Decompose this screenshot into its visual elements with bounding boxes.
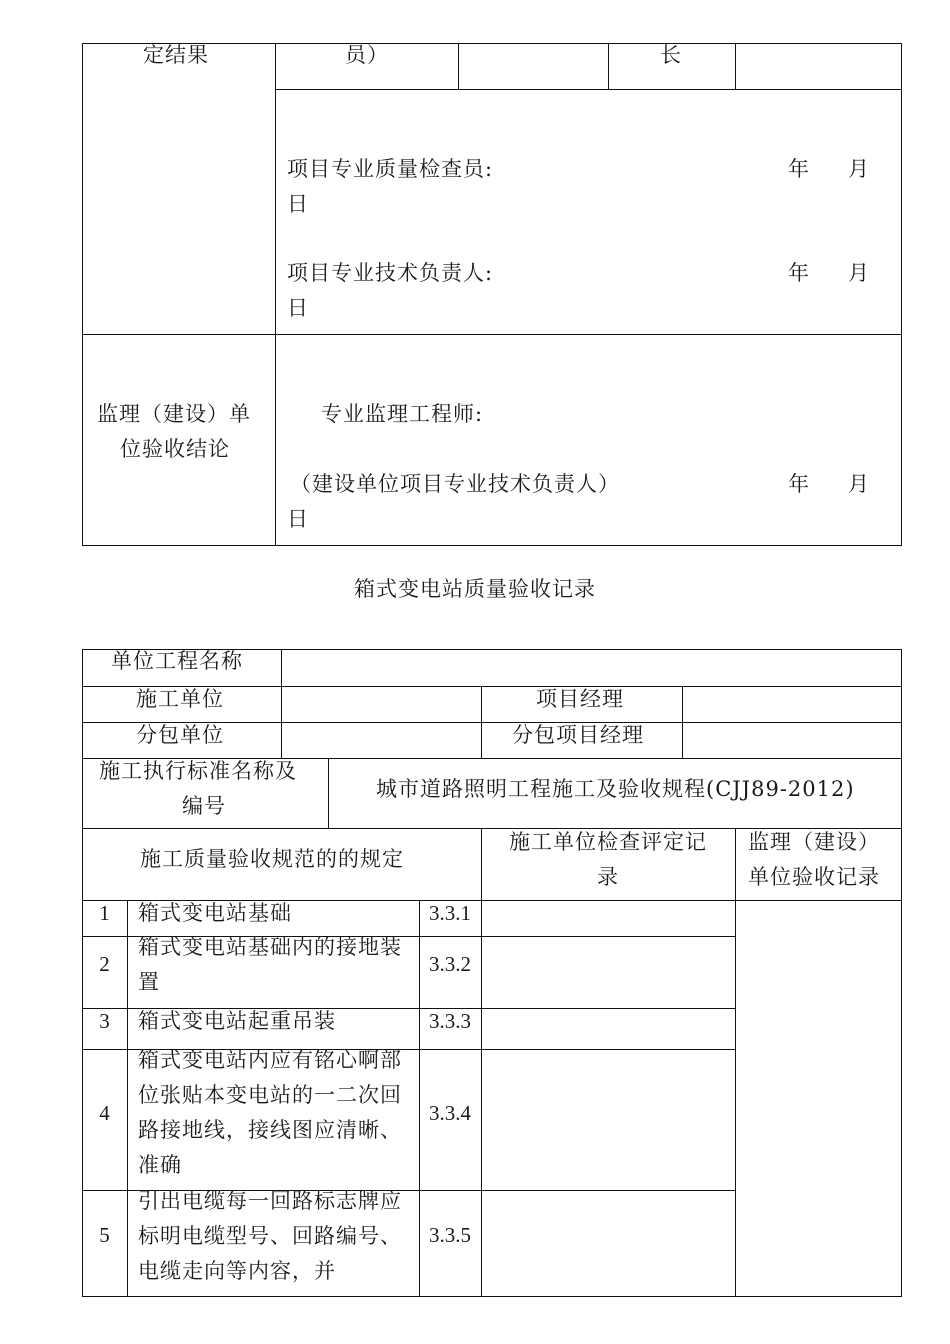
date-year: 年: [788, 261, 810, 285]
label-subcontract-pm: 分包项目经理: [512, 723, 644, 747]
header-supervisor: 监理（建设）: [748, 830, 880, 854]
table-line: [735, 828, 736, 1296]
item-text: 箱式变电站基础内的接地装置: [138, 935, 402, 994]
item-no: 2: [99, 952, 110, 976]
label-standard: 编号: [182, 794, 226, 818]
date-month: 月: [848, 261, 870, 285]
standard-value: 城市道路照明工程施工及验收规程(CJJ89-2012): [376, 777, 855, 801]
table-line: [901, 649, 902, 1296]
table-line: [458, 43, 459, 89]
cell-text: 员）: [345, 43, 389, 67]
cell-text: 定结果: [143, 43, 209, 67]
item-no: 1: [99, 901, 110, 925]
owner-tech-lead-label: （建设单位项目专业技术负责人）: [290, 472, 620, 496]
supervisor-engineer-label: 专业监理工程师:: [321, 402, 484, 426]
item-clause: 3.3.5: [429, 1223, 471, 1247]
table-line: [82, 334, 902, 335]
item-text: 引出电缆每一回路标志牌应标明电缆型号、回路编号、电缆走向等内容，并: [138, 1189, 402, 1283]
label-project-manager: 项目经理: [536, 687, 624, 711]
table-line: [275, 89, 902, 90]
date-year: 年: [788, 472, 810, 496]
label-construction-unit: 施工单位: [136, 687, 224, 711]
item-clause: 3.3.1: [429, 901, 471, 925]
item-text: 箱式变电站内应有铭心啊部位张贴本变电站的一二次回路接地线，接线图应清晰、准确: [138, 1048, 402, 1177]
date-year: 年: [788, 157, 810, 181]
label-standard: 施工执行标准名称及: [99, 759, 297, 783]
item-text: 箱式变电站基础: [138, 901, 292, 925]
table-line: [901, 43, 902, 545]
label-unit-project-name: 单位工程名称: [111, 649, 243, 673]
supervision-label: 监理（建设）单: [97, 402, 251, 426]
table-line: [127, 900, 128, 1296]
table-line: [328, 758, 329, 828]
header-spec: 施工质量验收规范的的规定: [140, 847, 404, 871]
table-line: [481, 828, 482, 1296]
table-line: [682, 686, 683, 758]
date-month: 月: [848, 157, 870, 181]
table-line: [82, 545, 902, 546]
header-supervisor: 单位验收记录: [748, 865, 880, 889]
item-no: 5: [99, 1223, 110, 1247]
supervision-label: 位验收结论: [120, 437, 230, 461]
item-text: 箱式变电站起重吊装: [138, 1009, 336, 1033]
table-line: [275, 43, 276, 545]
page-title: 箱式变电站质量验收记录: [354, 577, 596, 601]
table-line: [82, 43, 83, 545]
tech-lead-label: 项目专业技术负责人:: [287, 261, 494, 285]
table-line: [481, 686, 482, 758]
date-day: 日: [287, 192, 309, 216]
item-clause: 3.3.2: [429, 952, 471, 976]
table-line: [82, 1296, 902, 1297]
table-line: [608, 43, 609, 89]
table-line: [281, 649, 282, 758]
date-month: 月: [848, 472, 870, 496]
header-contractor: 施工单位检查评定记: [509, 830, 707, 854]
item-clause: 3.3.3: [429, 1009, 471, 1033]
item-no: 3: [99, 1009, 110, 1033]
item-no: 4: [99, 1101, 110, 1125]
label-subcontract-unit: 分包单位: [136, 723, 224, 747]
cell-text: 长: [660, 43, 682, 67]
item-clause: 3.3.4: [429, 1101, 471, 1125]
inspector-label: 项目专业质量检查员:: [287, 157, 494, 181]
table-line: [735, 43, 736, 89]
date-day: 日: [287, 296, 309, 320]
header-contractor: 录: [597, 865, 619, 889]
date-day: 日: [287, 507, 309, 531]
